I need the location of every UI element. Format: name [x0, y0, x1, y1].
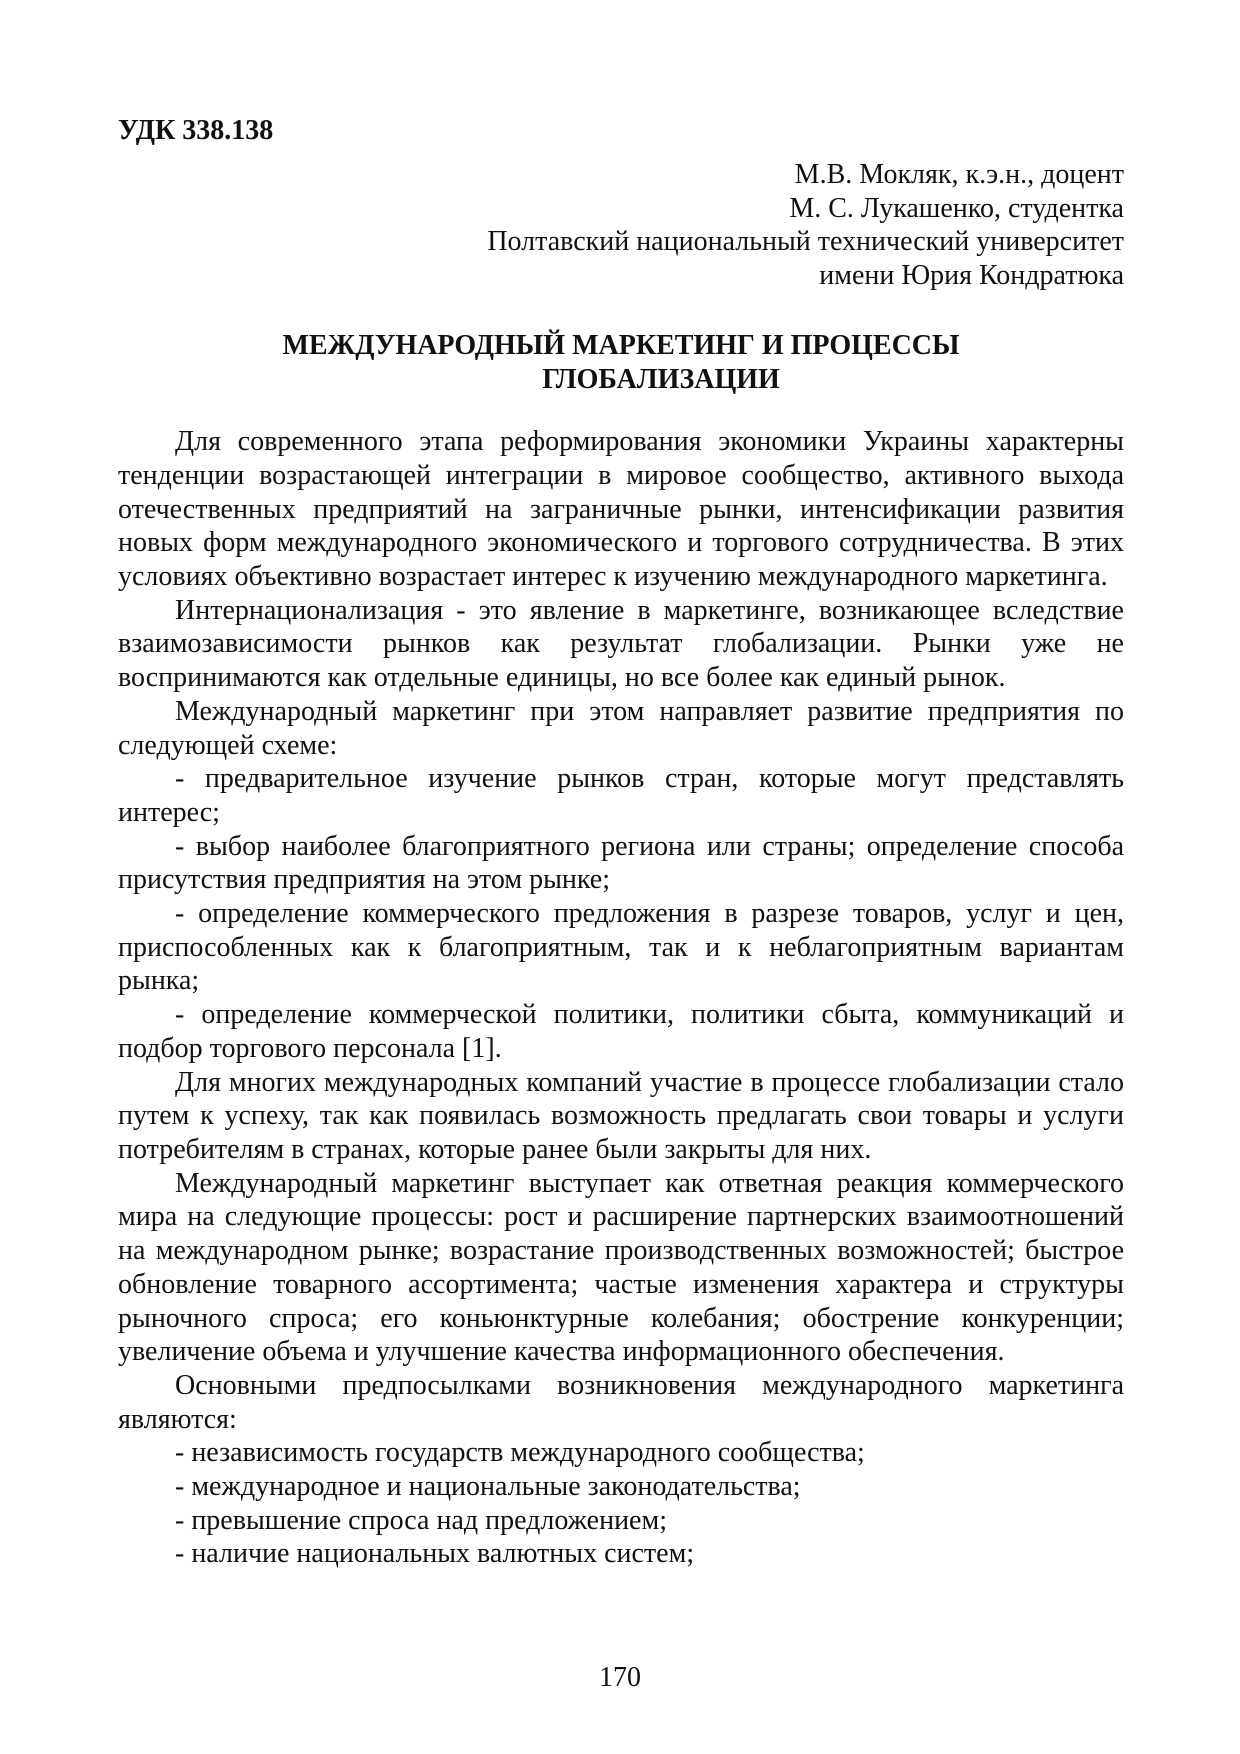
body-text	[118, 425, 1124, 1571]
title-line: МЕЖДУНАРОДНЫЙ МАРКЕТИНГ И ПРОЦЕССЫ	[282, 329, 960, 361]
list-item: - международное и национальные законодательства;	[175, 1471, 801, 1503]
author-line: М. С. Лукашенко, студентка	[789, 192, 1124, 224]
paragraph: Основными предпосылками возникновения международного маркетинга являются:	[118, 1369, 1124, 1435]
paper-title	[118, 329, 1124, 396]
udc-code: УДК 338.138	[118, 115, 274, 146]
page-number: 170	[599, 1662, 641, 1693]
title-line: ГЛОБАЛИЗАЦИИ	[542, 363, 780, 395]
list-item: - предварительное изучение рынков стран, которые могут представлять интерес;	[118, 763, 1124, 828]
list-item: - определение коммерческого предложения в разрезе товаров, услуг и цен, приспособленных как к благоприятным, так и к неблагоприятным вариантам рынка;	[118, 898, 1124, 997]
list-item: - определение коммерческой политики, политики сбыта, коммуникаций и подбор торгового персонала [1].	[118, 999, 1124, 1064]
list-item: - наличие национальных валютных систем;	[175, 1538, 695, 1570]
affiliation-line: Полтавский национальный технический университет	[487, 226, 1124, 258]
paragraph: Международный маркетинг при этом направляет развитие предприятия по следующей схеме:	[118, 695, 1124, 761]
paragraph: Для современного этапа реформирования экономики Украины характерны тенденции возрастающей интеграции в мировое сообщество, активного выхода отечественных предприятий на заграничные рынки, интенсификации развития новых форм международного экономического и торгового сотрудничества. В этих условиях объективно возрастает интерес к изучению международного маркетинга.	[118, 426, 1124, 593]
list-item: - выбор наиболее благоприятного региона или страны; определение способа присутствия предприятия на этом рынке;	[118, 830, 1124, 896]
paragraph: Международный маркетинг выступает как ответная реакция коммерческого мира на следующие процессы: рост и расширение партнерских взаимоотношений на международном рынке; возрастание производственных возможностей; быстрое обновление товарного ассортимента; частые изменения характера и структуры рыночного спроса; его коньюнктурные колебания; обострение конкуренции; увеличение объема и улучшение качества информационного обеспечения.	[118, 1167, 1124, 1368]
author-line: М.В. Мокляк, к.э.н., доцент	[794, 159, 1124, 190]
page-content	[118, 114, 1124, 1571]
author-block	[118, 158, 1124, 293]
list-item: - превышение спроса над предложением;	[175, 1504, 667, 1536]
paragraph: Для многих международных компаний участие в процессе глобализации стало путем к успеху, так как появилась возможность предлагать свои товары и услуги потребителям в странах, которые ранее были закрыты для них.	[118, 1066, 1124, 1165]
paragraph: Интернационализация - это явление в маркетинге, возникающее вследствие взаимозависимости рынков как результат глобализации. Рынки уже не воспринимаются как отдельные единицы, но все более как единый рынок.	[118, 594, 1124, 694]
affiliation-line: имени Юрия Кондратюка	[819, 260, 1124, 292]
list-item: - независимость государств международного сообщества;	[175, 1437, 865, 1469]
